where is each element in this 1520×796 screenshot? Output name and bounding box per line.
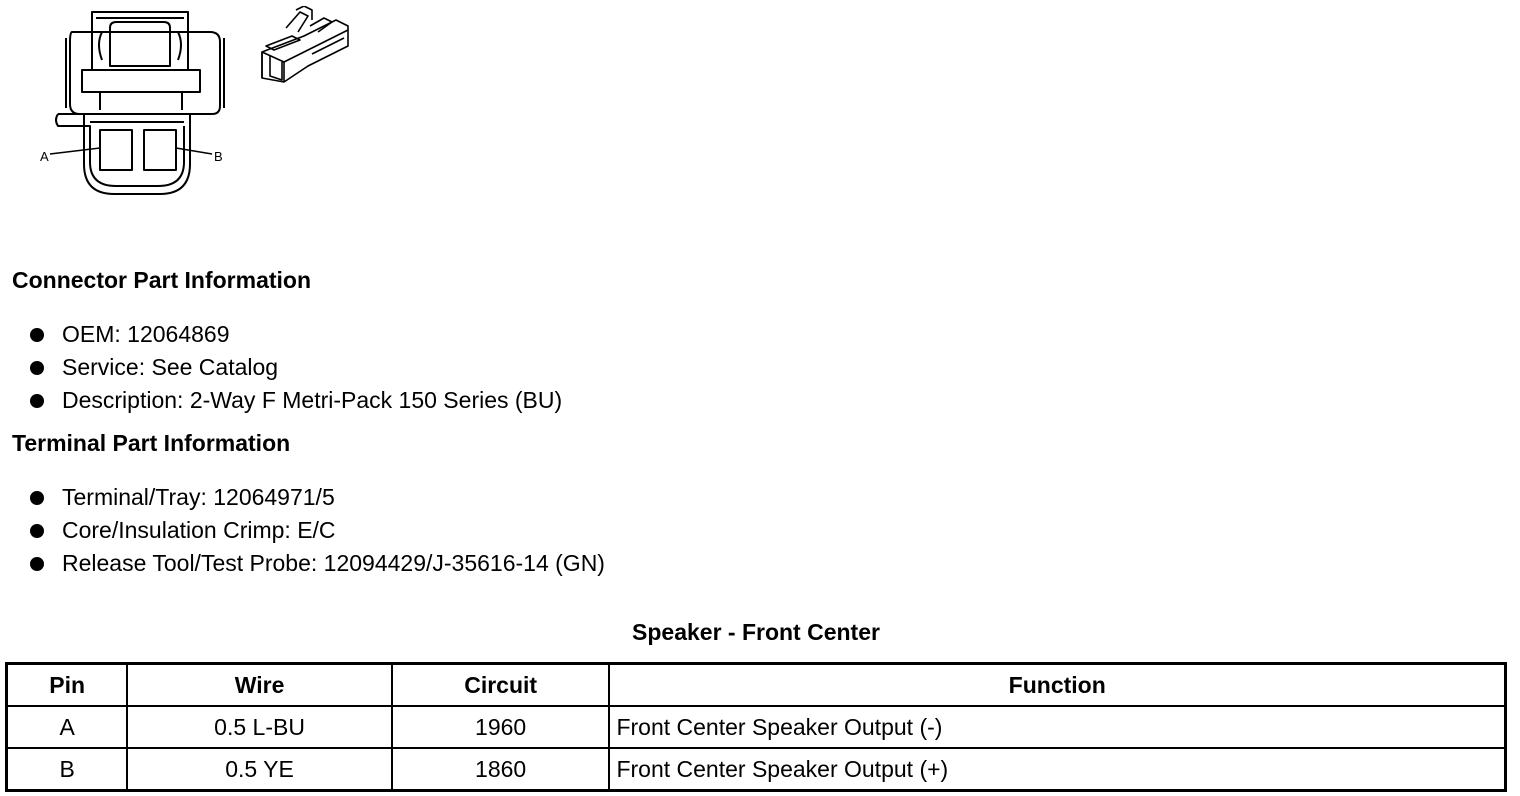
pin-label-a: A xyxy=(40,149,49,164)
bullet-icon xyxy=(30,557,44,571)
list-item-text: Description: 2-Way F Metri-Pack 150 Series (BU) xyxy=(62,387,563,413)
terminal-part-info-list xyxy=(30,481,605,580)
table-header-row xyxy=(7,664,1506,707)
header-function: Function xyxy=(609,664,1505,707)
bullet-icon xyxy=(30,491,44,505)
cell-wire: 0.5 L-BU xyxy=(127,706,391,748)
list-item xyxy=(30,318,562,351)
cell-circuit: 1860 xyxy=(392,748,610,791)
list-item xyxy=(30,351,562,384)
bullet-icon xyxy=(30,524,44,538)
table-caption: Speaker - Front Center xyxy=(632,619,880,645)
list-item-text: Service: See Catalog xyxy=(62,354,279,380)
connector-face-diagram xyxy=(20,4,240,204)
header-pin: Pin xyxy=(7,664,128,707)
list-item xyxy=(30,481,605,514)
cell-circuit: 1960 xyxy=(392,706,610,748)
terminal-part-info-title: Terminal Part Information xyxy=(12,430,291,456)
connector-isometric-diagram xyxy=(252,6,352,90)
cell-function: Front Center Speaker Output (-) xyxy=(609,706,1505,748)
list-item-text: Release Tool/Test Probe: 12094429/J-35616-14 (GN) xyxy=(62,550,605,576)
cell-pin: A xyxy=(7,706,128,748)
table-row xyxy=(7,706,1506,748)
list-item xyxy=(30,547,605,580)
bullet-icon xyxy=(30,361,44,375)
list-item xyxy=(30,384,562,417)
table-row xyxy=(7,748,1506,791)
cell-function: Front Center Speaker Output (+) xyxy=(609,748,1505,791)
connector-part-info-title: Connector Part Information xyxy=(12,267,312,293)
cell-pin: B xyxy=(7,748,128,791)
header-wire: Wire xyxy=(127,664,391,707)
list-item-text: OEM: 12064869 xyxy=(62,321,230,347)
bullet-icon xyxy=(30,394,44,408)
list-item xyxy=(30,514,605,547)
list-item-text: Core/Insulation Crimp: E/C xyxy=(62,517,336,543)
cell-wire: 0.5 YE xyxy=(127,748,391,791)
pin-table xyxy=(5,662,1507,792)
list-item-text: Terminal/Tray: 12064971/5 xyxy=(62,484,335,510)
connector-part-info-list xyxy=(30,318,562,417)
pin-label-b: B xyxy=(214,149,223,164)
bullet-icon xyxy=(30,328,44,342)
header-circuit: Circuit xyxy=(392,664,610,707)
